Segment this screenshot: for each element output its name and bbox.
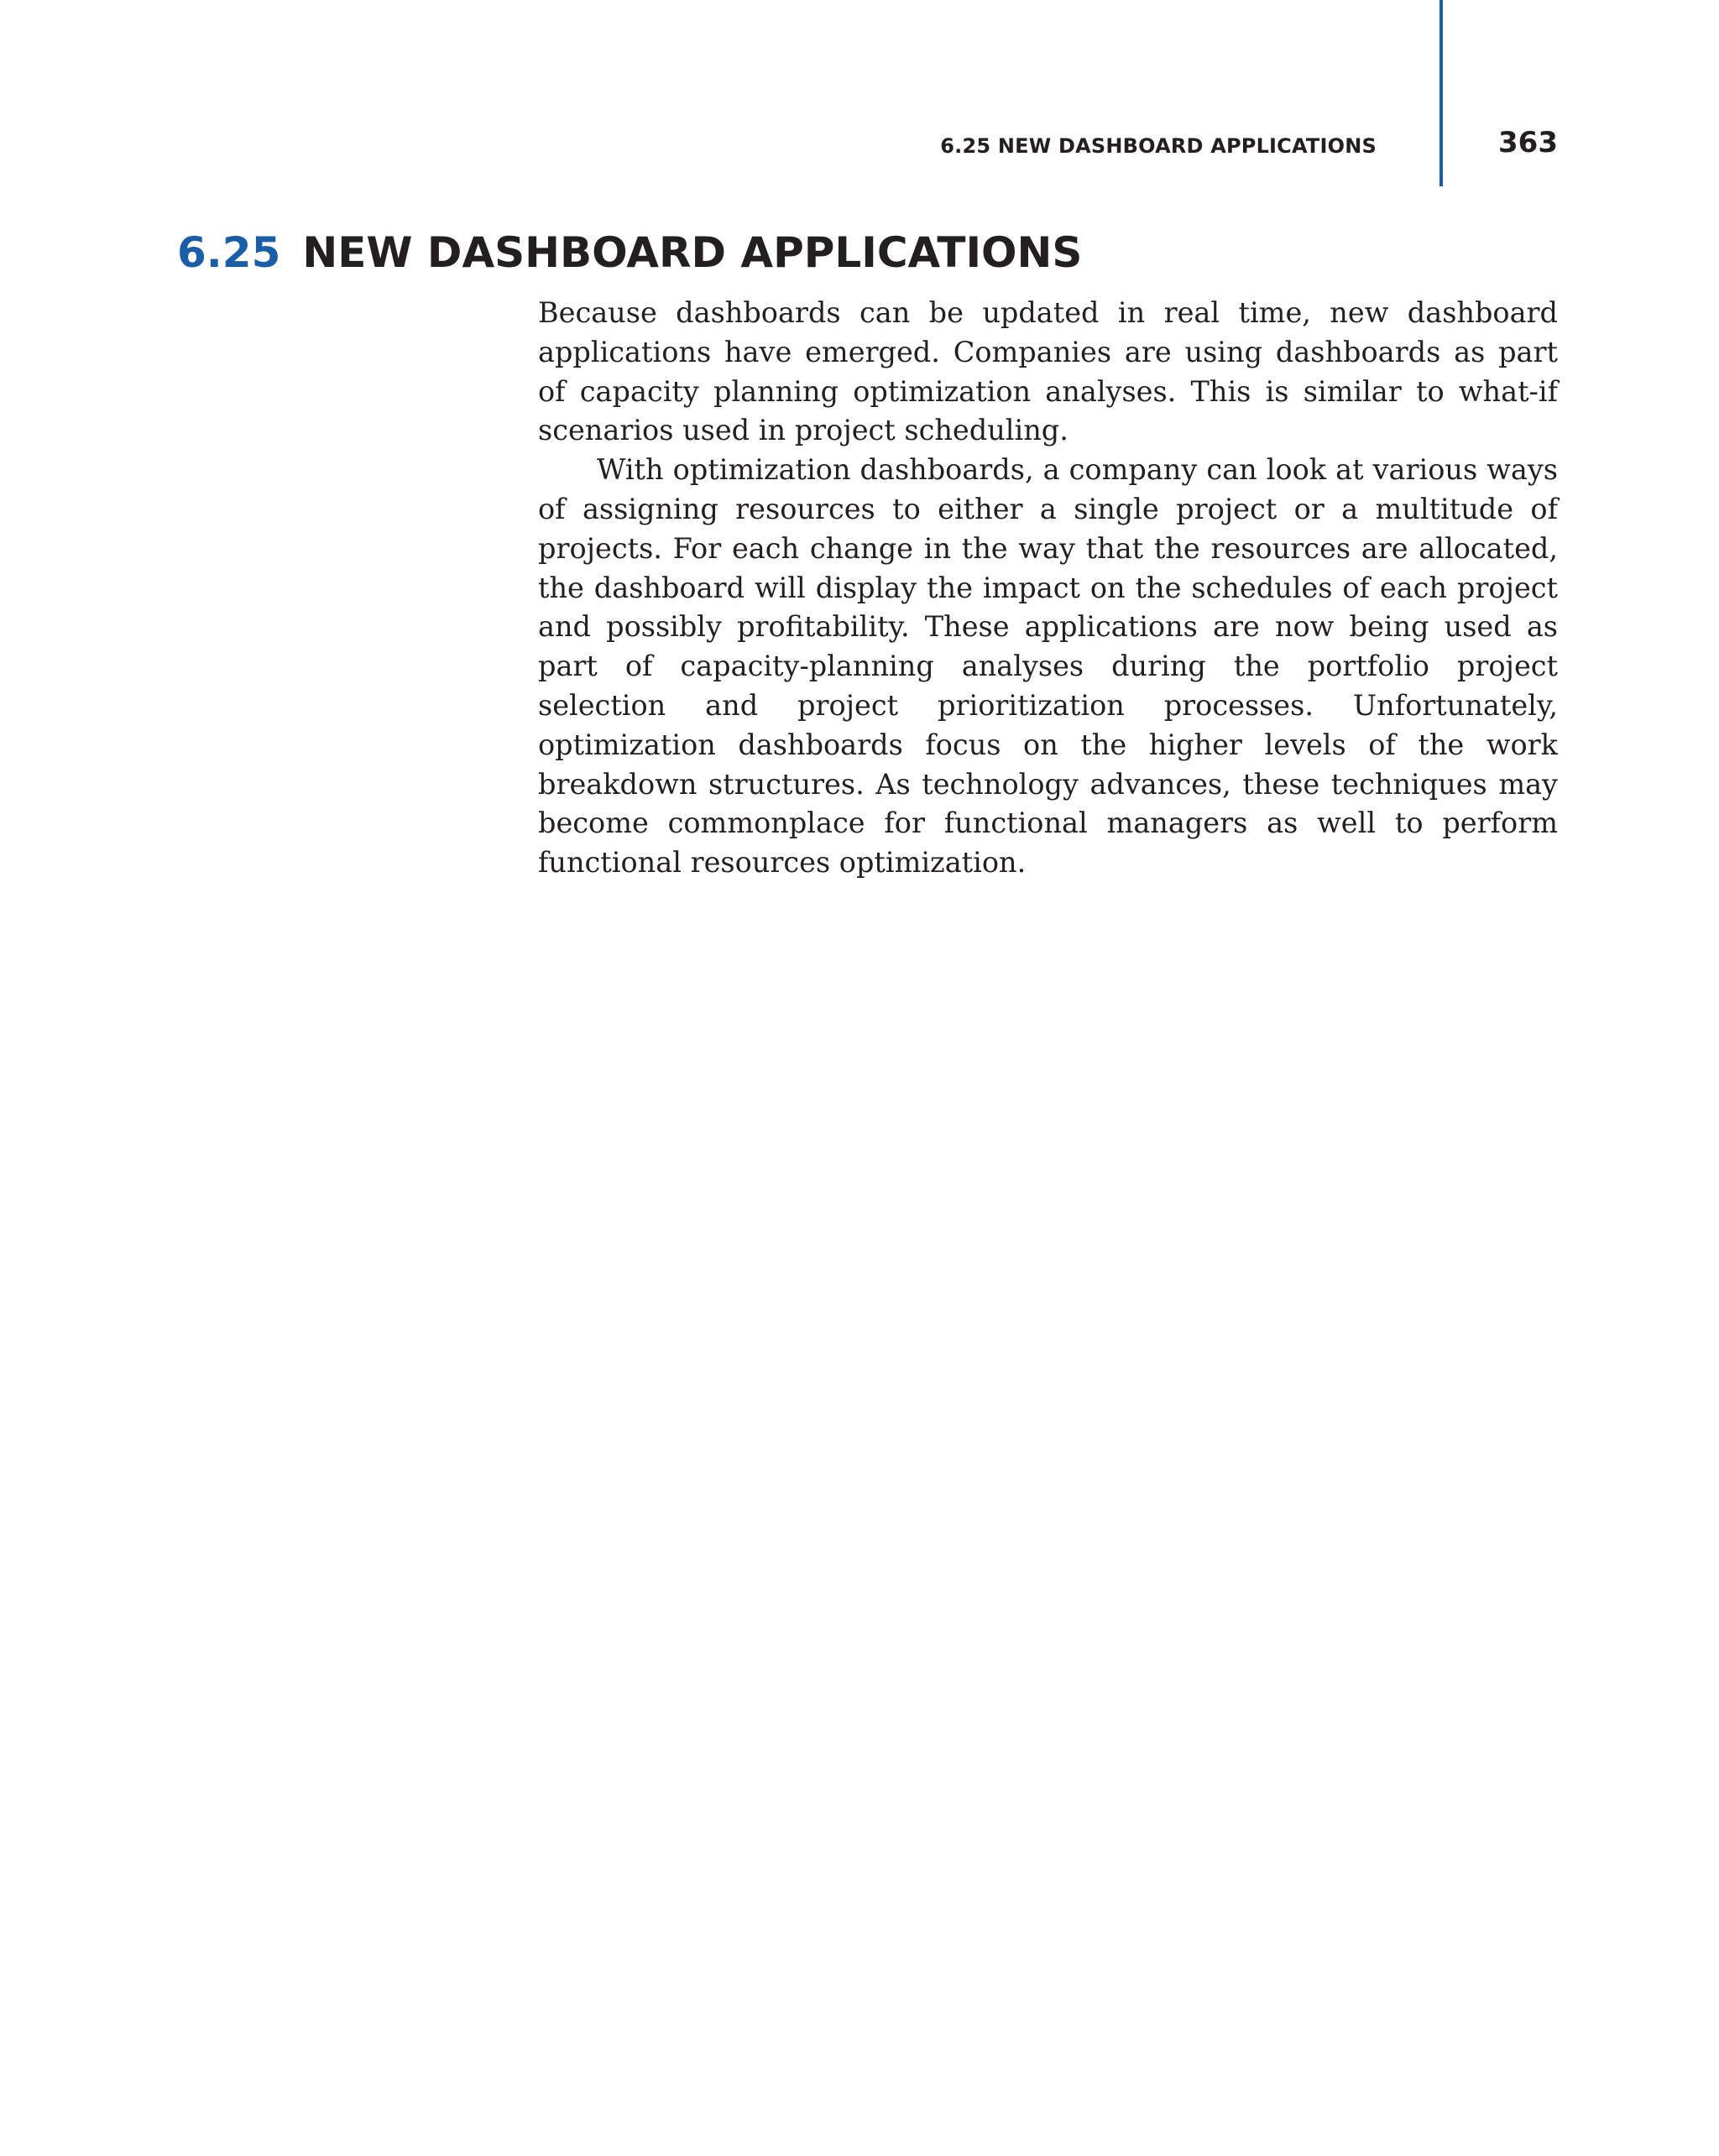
running-head: 6.25 NEW DASHBOARD APPLICATIONS [940, 134, 1377, 158]
page-number: 363 [1498, 126, 1558, 159]
paragraph-1: Because dashboards can be updated in real time, new dashboard applications have emerged. Companies are using dashboards as part of capacity planning optimization analyses. This is similar to what-if scenarios used in project scheduling. [538, 296, 1558, 447]
section-heading [177, 228, 1082, 277]
body-text [538, 294, 1558, 883]
section-title: NEW DASHBOARD APPLICATIONS [302, 228, 1083, 277]
section-number: 6.25 [177, 228, 281, 277]
paragraph-2: With optimization dashboards, a company can look at various ways of assigning resources to either a single project or a multitude of projects. For each change in the way that the resources are allocated, the dashboard will display the impact on the schedules of each project and possibly profitability. These applications are now being used as part of capacity-planning analyses during the portfolio project selection and project prioritization processes. Unfortunately, optimization dashboards focus on the higher levels of the work breakdown structures. As technology advances, these techniques may become commonplace for functional managers as well to perform functional resources optimization. [538, 453, 1558, 880]
header-divider [1439, 0, 1443, 186]
